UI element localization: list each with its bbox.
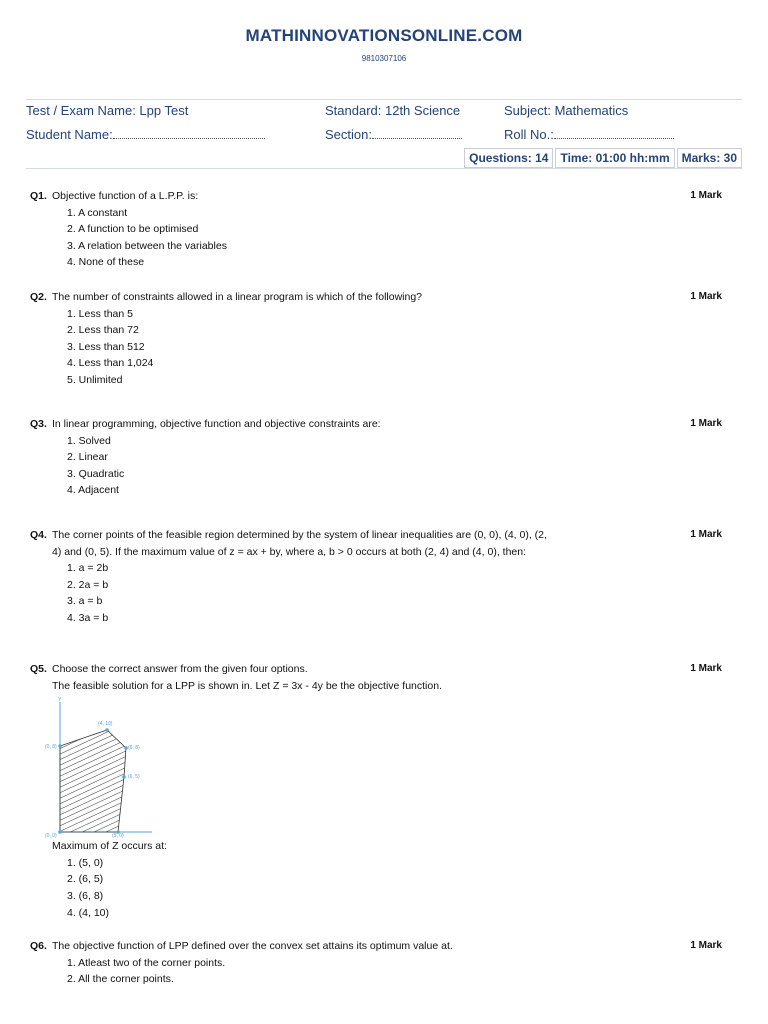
question-number: Q2. (30, 291, 47, 303)
question-text: The objective function of LPP defined over the convex set attains its optimum value at. (52, 940, 453, 952)
test-name: Test / Exam Name: Lpp Test (26, 103, 189, 118)
question-text: Objective function of a L.P.P. is: (52, 190, 199, 202)
questions-count: Questions: 14 (464, 148, 553, 168)
question-number: Q5. (30, 663, 47, 675)
option: 2. All the corner points. (67, 973, 174, 986)
question-marks: 1 Mark (690, 940, 722, 951)
student-name-field[interactable] (26, 127, 265, 142)
option: 3. Quadratic (67, 467, 125, 480)
question-text: The number of constraints allowed in a linear program is which of the following? (52, 291, 423, 303)
question-number: Q1. (30, 190, 47, 202)
question-marks: 1 Mark (690, 190, 722, 201)
y-axis-label: Y (58, 697, 62, 704)
point-label: (0, 0) (45, 833, 57, 839)
point-label: (5, 0) (112, 833, 124, 839)
question-text: The corner points of the feasible region determined by the system of linear inequalities are (0, 0), (4, 0), (2, 4) and (0, 5). If the maximum value of z = ax + by, where a, b > 0 occurs at both (2, 4) and (4, 0), then: (52, 529, 547, 558)
option: 5. Unlimited (67, 373, 123, 386)
option: 2. Linear (67, 451, 108, 464)
option: 1. Atleast two of the corner points. (67, 956, 226, 969)
option: 2. A function to be optimised (67, 223, 199, 236)
question-text: In linear programming, objective function and objective constraints are: (52, 418, 381, 430)
corner-point (58, 744, 62, 748)
option: 1. (5, 0) (67, 856, 104, 869)
student-name-blank (113, 128, 265, 139)
option: 4. Adjacent (67, 484, 119, 497)
standard: Standard: 12th Science (325, 103, 461, 118)
question-text-2: The feasible solution for a LPP is shown in. Let Z = 3x - 4y be the objective function. (52, 679, 442, 692)
roll-no-blank (554, 128, 674, 139)
option: 2. (6, 5) (67, 873, 104, 886)
question-marks: 1 Mark (690, 291, 722, 302)
option: 4. Less than 1,024 (67, 357, 154, 370)
question-marks: 1 Mark (690, 418, 722, 429)
question-number: Q4. (30, 529, 47, 541)
corner-point (105, 728, 109, 732)
option: 3. (6, 8) (67, 889, 104, 902)
section-field[interactable] (325, 127, 462, 142)
time-limit: Time: 01:00 hh:mm (555, 148, 674, 168)
question-marks: 1 Mark (690, 663, 722, 674)
roll-no-label: Roll No.: (504, 127, 554, 142)
question-text-3: Maximum of Z occurs at: (52, 840, 167, 853)
point-label: (6, 8) (128, 745, 140, 752)
test-stats (464, 148, 742, 168)
question-number: Q6. (30, 940, 47, 952)
subject: Subject: Mathematics (504, 103, 629, 118)
question-number: Q3. (30, 418, 47, 430)
header-divider-bottom (26, 168, 742, 169)
option: 4. 3a = b (67, 611, 109, 624)
point-label: (4, 10) (98, 721, 113, 728)
corner-point (122, 775, 126, 779)
question-text: Choose the correct answer from the given four options. (52, 663, 308, 675)
option: 1. Solved (67, 434, 111, 447)
option: 3. a = b (67, 595, 103, 608)
feasible-region (60, 730, 126, 832)
question-marks: 1 Mark (690, 529, 722, 540)
option: 1. A constant (67, 206, 128, 219)
corner-point (58, 830, 62, 834)
option: 2. Less than 72 (67, 324, 139, 337)
option: 4. (4, 10) (67, 906, 110, 919)
option: 2. 2a = b (67, 578, 109, 591)
option: 1. Less than 5 (67, 307, 133, 320)
option: 1. a = 2b (67, 562, 109, 575)
site-phone: 9810307106 (361, 54, 407, 63)
total-marks: Marks: 30 (677, 148, 742, 168)
student-name-label: Student Name: (26, 127, 113, 142)
header-divider-top (26, 99, 742, 100)
option: 3. A relation between the variables (67, 239, 227, 252)
section-blank (372, 128, 462, 139)
option: 3. Less than 512 (67, 340, 145, 353)
section-label: Section: (325, 127, 372, 142)
feasible-region-graph (42, 696, 162, 838)
roll-no-field[interactable] (504, 127, 674, 142)
point-label: (0, 8) (45, 744, 57, 751)
option: 4. None of these (67, 256, 145, 269)
point-label: (6, 5) (128, 774, 140, 781)
site-title: MATHINNOVATIONSONLINE.COM (245, 26, 523, 45)
